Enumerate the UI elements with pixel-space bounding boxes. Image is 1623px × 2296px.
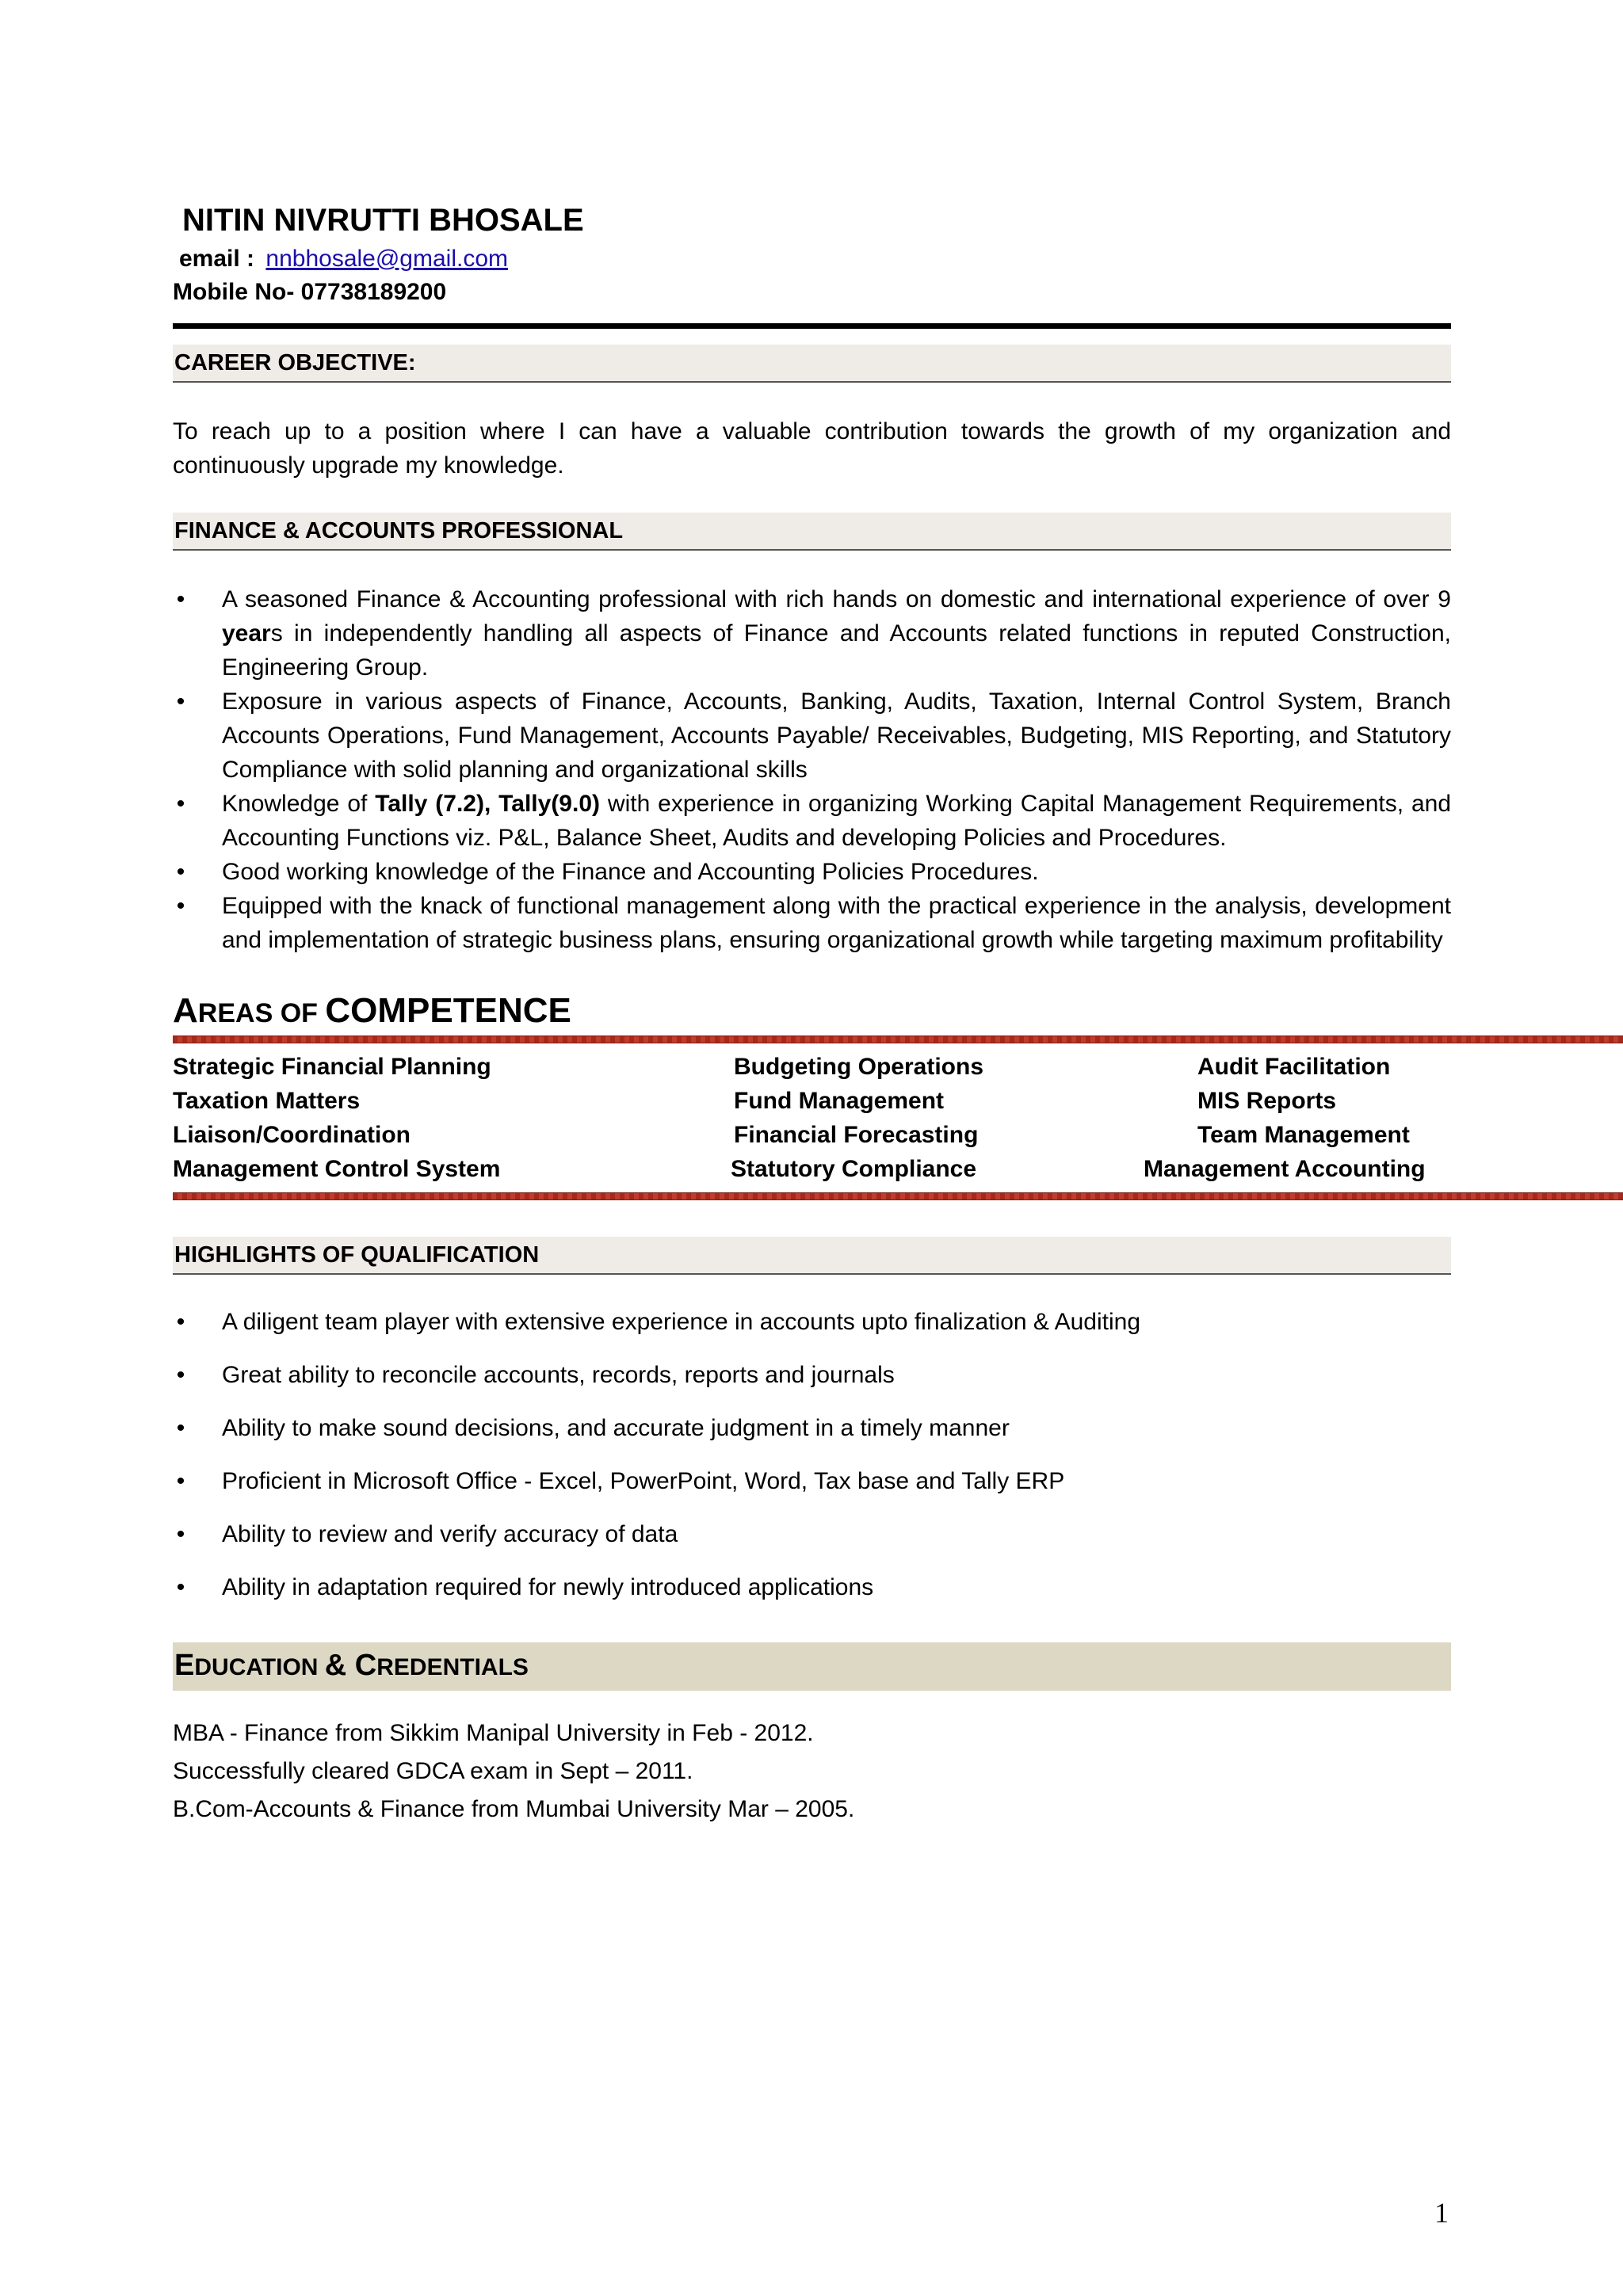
competence-item: Management Accounting (1144, 1156, 1426, 1182)
bullet-icon: • (176, 1521, 185, 1547)
competence-title-reas: REAS (197, 998, 281, 1028)
finance-b1-bold: year (222, 620, 271, 646)
competence-item: Team Management (1197, 1122, 1410, 1148)
finance-b2: Exposure in various aspects of Finance, Accounts, Banking, Audits, Taxation, Internal Control System, Branch Accounts Operations, Fund Management, Accounts Payable/ Receivables, Budgeting, MIS Reporting, and Statutory Compliance with solid planning and organizational skills (222, 688, 1451, 783)
bullet-icon: • (176, 1574, 185, 1600)
bullet-icon: • (176, 1415, 185, 1441)
bullet-icon: • (176, 586, 185, 612)
finance-b4: Good working knowledge of the Finance and Accounting Policies Procedures. (222, 859, 1039, 885)
competence-item: Taxation Matters (173, 1088, 361, 1114)
highlight-text: Ability to review and verify accuracy of data (222, 1521, 678, 1547)
list-item (173, 1570, 1451, 1604)
highlight-text: Ability to make sound decisions, and accurate judgment in a timely manner (222, 1415, 1010, 1441)
email-label: email : (179, 246, 255, 272)
list-item (173, 889, 1451, 957)
education-title-ducation: DUCATION (194, 1654, 325, 1680)
education-title-c: C (354, 1649, 377, 1682)
highlight-text: A diligent team player with extensive experience in accounts upto finalization & Auditing (222, 1309, 1141, 1335)
education-title-e: E (174, 1649, 195, 1682)
competence-title-a: A (173, 991, 198, 1030)
competence-item: Fund Management (734, 1088, 945, 1114)
competence-top-rule (173, 1035, 1623, 1043)
competence-item: Audit Facilitation (1197, 1054, 1391, 1080)
highlight-text: Great ability to reconcile accounts, records, reports and journals (222, 1362, 895, 1388)
competence-bottom-rule (173, 1192, 1623, 1200)
career-objective-text: To reach up to a position where I can have a valuable contribution towards the growth of my organization and continuously upgrade my knowledge. (173, 418, 1451, 479)
list-item (173, 1464, 1451, 1498)
bullet-icon: • (176, 893, 185, 919)
career-objective-heading: CAREER OBJECTIVE: (173, 345, 1451, 383)
bullet-icon: • (176, 688, 185, 715)
candidate-name: NITIN NIVRUTTI BHOSALE (182, 203, 584, 238)
bullet-icon: • (176, 1309, 185, 1335)
list-item (173, 1517, 1451, 1551)
education-title-amp: & (324, 1649, 355, 1682)
competence-grid (173, 1050, 1451, 1186)
finance-b3-post: with experience in organizing Working Capital Management Requirements, and Accounting Functions viz. P&L, Balance Sheet, Audits and developing Policies and Procedures. (222, 791, 1452, 851)
email-line (179, 242, 1451, 276)
competence-title-of: OF (280, 998, 326, 1028)
list-item (173, 855, 1451, 889)
list-item (173, 685, 1451, 787)
list-item (173, 1305, 1451, 1339)
highlight-text: Proficient in Microsoft Office - Excel, PowerPoint, Word, Tax base and Tally ERP (222, 1468, 1065, 1494)
education-title-redentials: REDENTIALS (376, 1654, 529, 1680)
education-line: Successfully cleared GDCA exam in Sept – 2011. (173, 1758, 693, 1784)
finance-list (173, 582, 1451, 957)
list-item (173, 582, 1451, 685)
education-heading (173, 1642, 1451, 1691)
list-item (173, 1358, 1451, 1392)
bullet-icon: • (176, 859, 185, 885)
competence-title (173, 989, 1451, 1035)
competence-item: Management Control System (173, 1156, 501, 1182)
bullet-icon: • (176, 1362, 185, 1388)
competence-title-rest: COMPETENCE (325, 991, 571, 1030)
competence-item: MIS Reports (1197, 1088, 1337, 1114)
competence-item: Budgeting Operations (734, 1054, 983, 1080)
competence-item: Liaison/Coordination (173, 1122, 411, 1148)
finance-b1-pre: A seasoned Finance & Accounting professional with rich hands on domestic and international experience of over 9 (222, 586, 1451, 612)
resume-page (173, 198, 1451, 1829)
finance-heading: FINANCE & ACCOUNTS PROFESSIONAL (173, 513, 1451, 551)
finance-b1-post: s in independently handling all aspects of Finance and Accounts related functions in reputed Construction, Engineering Group. (222, 620, 1451, 681)
highlights-heading: HIGHLIGHTS OF QUALIFICATION (173, 1237, 1451, 1275)
list-item (173, 787, 1451, 855)
bullet-icon: • (176, 1468, 185, 1494)
mobile-number: Mobile No- 07738189200 (173, 279, 447, 305)
competence-item: Financial Forecasting (734, 1122, 979, 1148)
bullet-icon: • (176, 791, 185, 817)
list-item (173, 1411, 1451, 1445)
finance-b5: Equipped with the knack of functional management along with the practical experience in the analysis, development and implementation of strategic business plans, ensuring organizational growth while targeting maximum profitability (222, 893, 1451, 953)
header-divider (173, 323, 1451, 329)
page-number: 1 (1434, 2197, 1449, 2229)
education-line: MBA - Finance from Sikkim Manipal University in Feb - 2012. (173, 1720, 814, 1746)
email-link[interactable]: nnbhosale@gmail.com (265, 246, 509, 272)
competence-item: Statutory Compliance (731, 1156, 977, 1182)
competence-item: Strategic Financial Planning (173, 1054, 491, 1080)
education-line: B.Com-Accounts & Finance from Mumbai University Mar – 2005. (173, 1796, 855, 1822)
finance-b3-pre: Knowledge of (222, 791, 376, 817)
finance-b3-bold: Tally (7.2), Tally(9.0) (375, 791, 601, 817)
highlight-text: Ability in adaptation required for newly introduced applications (222, 1574, 874, 1600)
highlights-list (173, 1305, 1451, 1604)
education-list (173, 1714, 1451, 1829)
